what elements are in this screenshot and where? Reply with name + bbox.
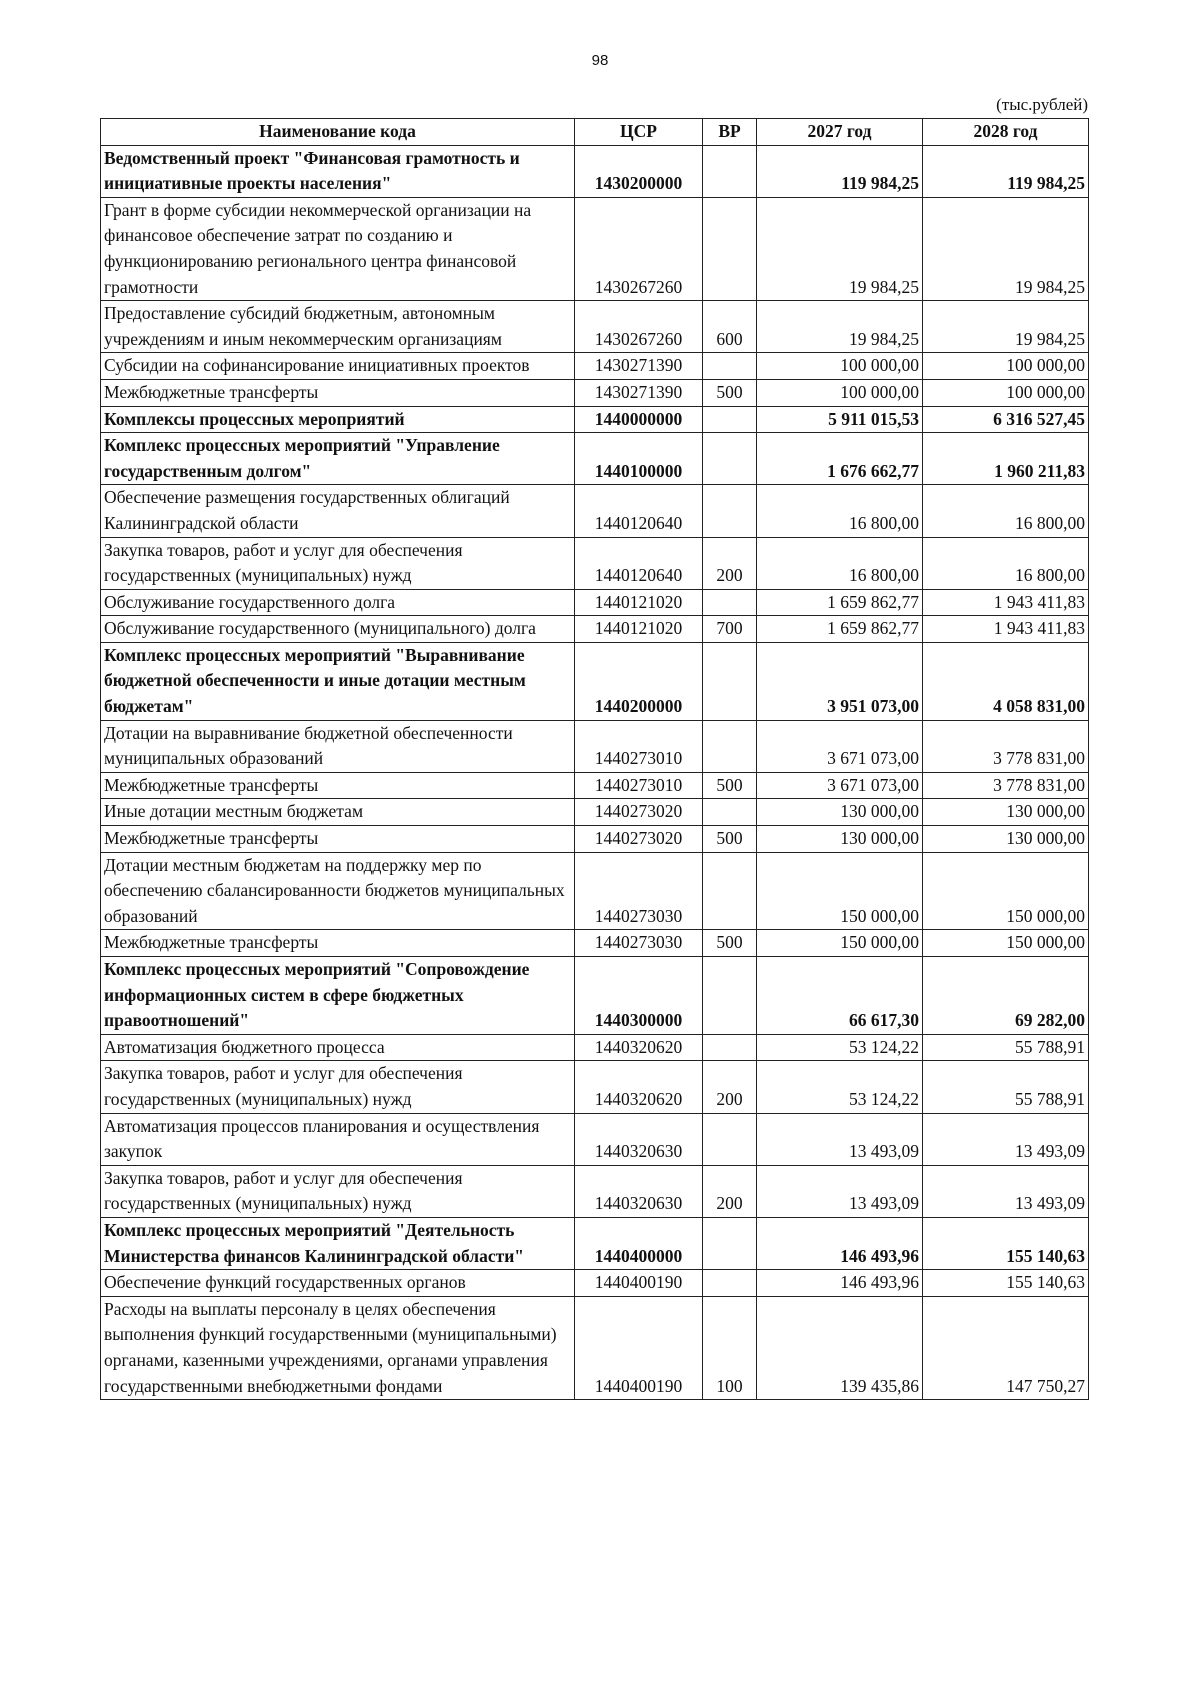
cell-name: Автоматизация процессов планирования и осуществления закупок [101,1113,575,1165]
cell-vr: 600 [703,301,757,353]
cell-csr: 1440320630 [575,1113,703,1165]
cell-vr [703,799,757,826]
header-name: Наименование кода [101,119,575,146]
cell-vr [703,1270,757,1297]
table-row [101,301,1089,353]
table-row [101,1113,1089,1165]
cell-2028: 1 943 411,83 [923,616,1089,643]
cell-vr [703,197,757,300]
cell-2027: 13 493,09 [757,1165,923,1217]
table-row [101,485,1089,537]
cell-2028: 100 000,00 [923,353,1089,380]
cell-2027: 19 984,25 [757,301,923,353]
cell-2027: 146 493,96 [757,1217,923,1269]
cell-name: Комплекс процессных мероприятий "Сопровождение информационных систем в сфере бюджетных правоотношений" [101,957,575,1035]
cell-name: Межбюджетные трансферты [101,826,575,853]
cell-2027: 119 984,25 [757,145,923,197]
cell-name: Обслуживание государственного долга [101,589,575,616]
cell-2027: 53 124,22 [757,1061,923,1113]
cell-csr: 1430267260 [575,197,703,300]
cell-vr [703,852,757,930]
cell-csr: 1430271390 [575,353,703,380]
cell-csr: 1440300000 [575,957,703,1035]
table-row [101,589,1089,616]
cell-2027: 130 000,00 [757,826,923,853]
table-row [101,826,1089,853]
table-row [101,957,1089,1035]
cell-vr [703,642,757,720]
cell-vr: 200 [703,537,757,589]
cell-2028: 55 788,91 [923,1034,1089,1061]
cell-csr: 1440273010 [575,772,703,799]
cell-csr: 1440121020 [575,589,703,616]
cell-2027: 16 800,00 [757,485,923,537]
table-row [101,616,1089,643]
table-row [101,145,1089,197]
cell-name: Обеспечение размещения государственных облигаций Калининградской области [101,485,575,537]
cell-2027: 100 000,00 [757,353,923,380]
cell-csr: 1440121020 [575,616,703,643]
cell-2028: 13 493,09 [923,1113,1089,1165]
table-row [101,197,1089,300]
cell-2027: 100 000,00 [757,379,923,406]
cell-vr: 500 [703,930,757,957]
cell-name: Предоставление субсидий бюджетным, автономным учреждениям и иным некоммерческим организациям [101,301,575,353]
cell-name: Дотации на выравнивание бюджетной обеспеченности муниципальных образований [101,720,575,772]
cell-2027: 5 911 015,53 [757,406,923,433]
cell-2027: 130 000,00 [757,799,923,826]
cell-2028: 155 140,63 [923,1217,1089,1269]
cell-name: Иные дотации местным бюджетам [101,799,575,826]
units-label: (тыс.рублей) [996,95,1088,114]
table-row [101,1296,1089,1399]
cell-2027: 1 659 862,77 [757,616,923,643]
cell-name: Субсидии на софинансирование инициативных проектов [101,353,575,380]
cell-csr: 1440273010 [575,720,703,772]
cell-csr: 1440320620 [575,1061,703,1113]
cell-csr: 1440200000 [575,642,703,720]
cell-name: Расходы на выплаты персоналу в целях обеспечения выполнения функций государственными (муниципальными) органами, казенными учреждениями, органами управления государственными внебюджетными фондами [101,1296,575,1399]
table-row [101,1061,1089,1113]
cell-2027: 139 435,86 [757,1296,923,1399]
table-row [101,852,1089,930]
cell-2028: 19 984,25 [923,301,1089,353]
header-2028: 2028 год [923,119,1089,146]
cell-2028: 13 493,09 [923,1165,1089,1217]
cell-csr: 1440273030 [575,852,703,930]
table-row [101,772,1089,799]
table-row [101,799,1089,826]
cell-2027: 1 676 662,77 [757,433,923,485]
cell-vr [703,406,757,433]
cell-vr [703,353,757,380]
table-row [101,406,1089,433]
cell-name: Закупка товаров, работ и услуг для обеспечения государственных (муниципальных) нужд [101,537,575,589]
cell-csr: 1440000000 [575,406,703,433]
cell-2027: 13 493,09 [757,1113,923,1165]
table-row [101,720,1089,772]
cell-vr [703,1217,757,1269]
cell-2028: 69 282,00 [923,957,1089,1035]
cell-2028: 55 788,91 [923,1061,1089,1113]
cell-2028: 6 316 527,45 [923,406,1089,433]
cell-vr [703,1034,757,1061]
cell-name: Межбюджетные трансферты [101,379,575,406]
cell-name: Комплекс процессных мероприятий "Управление государственным долгом" [101,433,575,485]
cell-2028: 3 778 831,00 [923,772,1089,799]
cell-2027: 3 951 073,00 [757,642,923,720]
cell-name: Закупка товаров, работ и услуг для обеспечения государственных (муниципальных) нужд [101,1061,575,1113]
cell-vr [703,145,757,197]
cell-2028: 16 800,00 [923,537,1089,589]
cell-2027: 19 984,25 [757,197,923,300]
cell-2028: 150 000,00 [923,852,1089,930]
header-vr: ВР [703,119,757,146]
cell-2028: 147 750,27 [923,1296,1089,1399]
table-row [101,642,1089,720]
cell-name: Дотации местным бюджетам на поддержку мер по обеспечению сбалансированности бюджетов муниципальных образований [101,852,575,930]
cell-name: Грант в форме субсидии некоммерческой организации на финансовое обеспечение затрат по созданию и функционированию регионального центра финансовой грамотности [101,197,575,300]
cell-csr: 1440100000 [575,433,703,485]
cell-name: Закупка товаров, работ и услуг для обеспечения государственных (муниципальных) нужд [101,1165,575,1217]
cell-2028: 1 943 411,83 [923,589,1089,616]
cell-name: Комплекс процессных мероприятий "Деятельность Министерства финансов Калининградской области" [101,1217,575,1269]
cell-csr: 1440120640 [575,485,703,537]
cell-vr: 200 [703,1165,757,1217]
cell-vr: 200 [703,1061,757,1113]
cell-2027: 1 659 862,77 [757,589,923,616]
cell-vr [703,485,757,537]
cell-csr: 1440320630 [575,1165,703,1217]
cell-csr: 1440273020 [575,826,703,853]
cell-2027: 53 124,22 [757,1034,923,1061]
cell-name: Межбюджетные трансферты [101,772,575,799]
cell-name: Ведомственный проект "Финансовая грамотность и инициативные проекты населения" [101,145,575,197]
cell-name: Автоматизация бюджетного процесса [101,1034,575,1061]
cell-name: Комплексы процессных мероприятий [101,406,575,433]
cell-csr: 1440273020 [575,799,703,826]
cell-csr: 1440273030 [575,930,703,957]
cell-csr: 1440120640 [575,537,703,589]
cell-2028: 19 984,25 [923,197,1089,300]
cell-vr: 100 [703,1296,757,1399]
cell-name: Обеспечение функций государственных органов [101,1270,575,1297]
table-header-row [101,119,1089,146]
cell-vr: 500 [703,379,757,406]
cell-2028: 16 800,00 [923,485,1089,537]
page-number: 98 [591,52,609,69]
table-row [101,353,1089,380]
budget-table [100,118,1089,1400]
cell-vr [703,433,757,485]
cell-vr: 500 [703,772,757,799]
cell-2028: 4 058 831,00 [923,642,1089,720]
table-row [101,1034,1089,1061]
table-body [101,145,1089,1400]
table-row [101,433,1089,485]
table-row [101,1270,1089,1297]
cell-csr: 1440400190 [575,1270,703,1297]
cell-2028: 100 000,00 [923,379,1089,406]
cell-csr: 1440400000 [575,1217,703,1269]
cell-name: Межбюджетные трансферты [101,930,575,957]
cell-2027: 66 617,30 [757,957,923,1035]
cell-vr [703,1113,757,1165]
cell-2027: 146 493,96 [757,1270,923,1297]
cell-2027: 150 000,00 [757,852,923,930]
cell-2028: 130 000,00 [923,799,1089,826]
cell-2027: 3 671 073,00 [757,772,923,799]
cell-2028: 150 000,00 [923,930,1089,957]
table-row [101,537,1089,589]
cell-vr: 700 [703,616,757,643]
cell-2027: 150 000,00 [757,930,923,957]
cell-2028: 1 960 211,83 [923,433,1089,485]
cell-2028: 130 000,00 [923,826,1089,853]
cell-csr: 1430200000 [575,145,703,197]
cell-2028: 119 984,25 [923,145,1089,197]
cell-2028: 155 140,63 [923,1270,1089,1297]
table-row [101,1165,1089,1217]
cell-vr [703,720,757,772]
table-row [101,1217,1089,1269]
header-2027: 2027 год [757,119,923,146]
cell-name: Комплекс процессных мероприятий "Выравнивание бюджетной обеспеченности и иные дотации местным бюджетам" [101,642,575,720]
cell-csr: 1430271390 [575,379,703,406]
table-row [101,930,1089,957]
cell-2027: 16 800,00 [757,537,923,589]
cell-csr: 1430267260 [575,301,703,353]
cell-2028: 3 778 831,00 [923,720,1089,772]
cell-vr [703,957,757,1035]
cell-2027: 3 671 073,00 [757,720,923,772]
cell-csr: 1440400190 [575,1296,703,1399]
cell-vr [703,589,757,616]
cell-csr: 1440320620 [575,1034,703,1061]
cell-vr: 500 [703,826,757,853]
cell-name: Обслуживание государственного (муниципального) долга [101,616,575,643]
table-row [101,379,1089,406]
header-csr: ЦСР [575,119,703,146]
